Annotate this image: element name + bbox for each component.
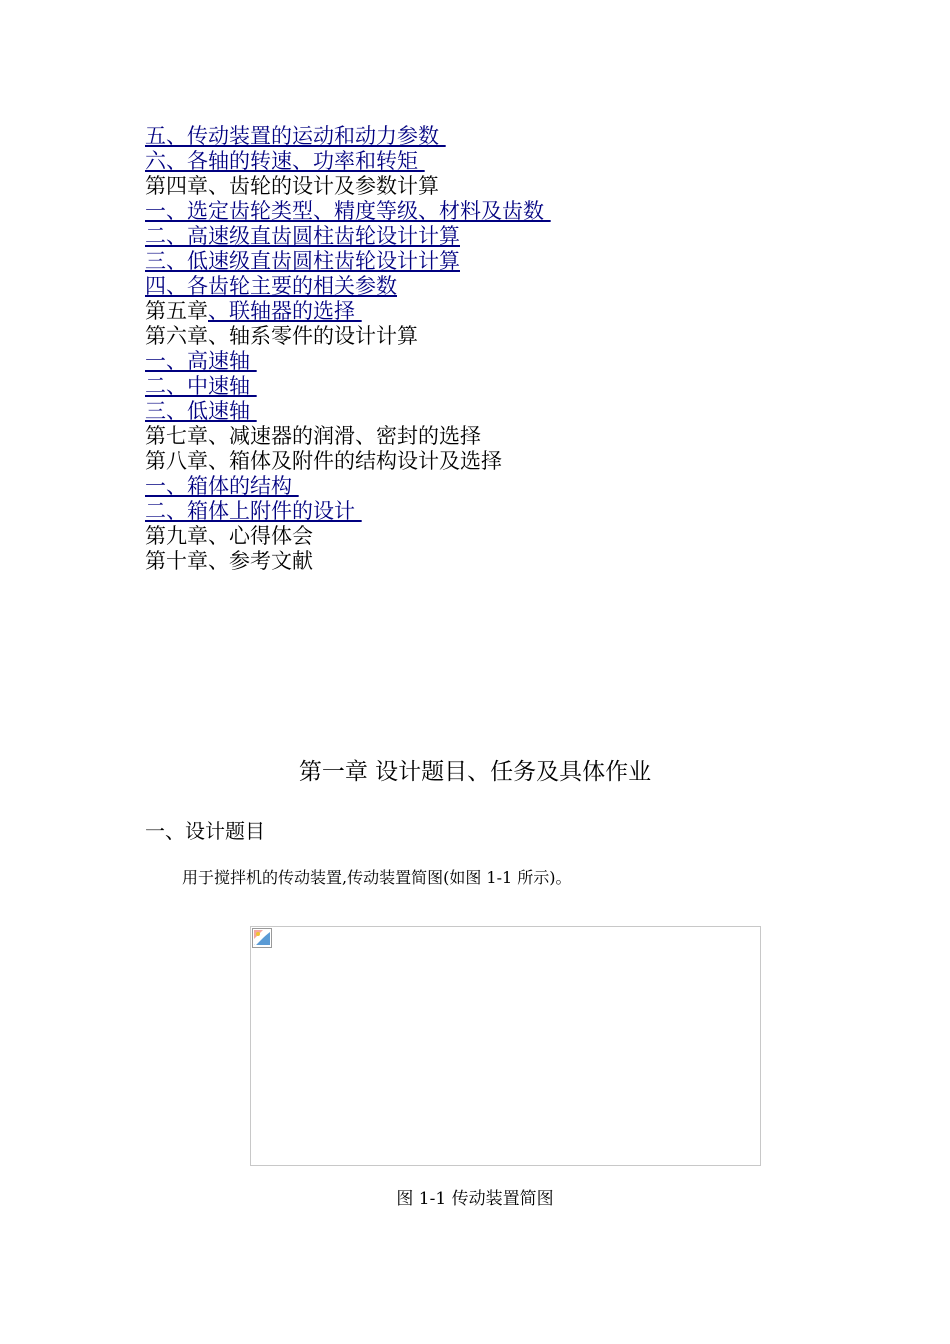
toc-heading-text: 第四章、齿轮的设计及参数计算 (145, 174, 439, 198)
toc-heading-text: 第六章、轴系零件的设计计算 (145, 324, 418, 348)
toc-link-item[interactable] (145, 199, 705, 224)
toc-heading-text: 第七章、减速器的润滑、密封的选择 (145, 424, 481, 448)
toc-link-item[interactable] (145, 149, 705, 174)
toc-link-text[interactable]: 二、箱体上附件的设计 (145, 499, 367, 523)
toc-link-text[interactable]: 三、低速轴 (145, 399, 274, 423)
toc-link-item[interactable] (145, 124, 705, 149)
toc-heading-text: 第十章、参考文献 (145, 549, 313, 573)
broken-image-icon (252, 928, 272, 948)
toc-link-text[interactable]: 一、高速轴 (145, 349, 274, 373)
toc-link-item[interactable] (145, 399, 705, 424)
body-paragraph: 用于搅拌机的传动装置,传动装置简图(如图 1-1 所示)。 (182, 868, 572, 887)
toc-link-underline-pad[interactable] (355, 499, 367, 524)
section-title: 一、设计题目 (145, 819, 265, 843)
toc-link-item[interactable] (145, 349, 705, 374)
toc-link-text[interactable]: 一、选定齿轮类型、精度等级、材料及齿数 (145, 199, 556, 223)
toc-link-item[interactable] (145, 299, 705, 324)
toc-chapter-heading (145, 424, 705, 449)
toc-link-text[interactable]: 六、各轴的转速、功率和转矩 (145, 149, 430, 173)
figure-image-placeholder (250, 926, 761, 1166)
table-of-contents (145, 124, 705, 574)
toc-link-underline-pad[interactable] (250, 399, 274, 424)
toc-item-prefix: 第五章 (145, 299, 208, 323)
toc-link-text[interactable]: 、联轴器的选择 (208, 299, 383, 323)
toc-chapter-heading (145, 174, 705, 199)
toc-link-text[interactable]: 四、各齿轮主要的相关参数 (145, 274, 397, 298)
toc-link-underline-pad[interactable] (355, 299, 383, 324)
toc-link-item[interactable] (145, 224, 705, 249)
toc-link-underline-pad[interactable] (439, 124, 463, 149)
toc-heading-text: 第九章、心得体会 (145, 524, 313, 548)
toc-link-text[interactable]: 五、传动装置的运动和动力参数 (145, 124, 463, 148)
chapter-title: 第一章 设计题目、任务及具体作业 (298, 759, 652, 785)
toc-link-item[interactable] (145, 474, 705, 499)
toc-heading-text: 第八章、箱体及附件的结构设计及选择 (145, 449, 502, 473)
toc-link-underline-pad[interactable] (250, 349, 274, 374)
toc-link-text[interactable]: 二、中速轴 (145, 374, 274, 398)
toc-link-text[interactable]: 三、低速级直齿圆柱齿轮设计计算 (145, 249, 460, 273)
toc-link-underline-pad[interactable] (418, 149, 430, 174)
toc-link-item[interactable] (145, 374, 705, 399)
toc-link-text[interactable]: 二、高速级直齿圆柱齿轮设计计算 (145, 224, 460, 248)
toc-link-underline-pad[interactable] (292, 474, 304, 499)
toc-link-underline-pad[interactable] (250, 374, 274, 399)
toc-link-underline-pad[interactable] (544, 199, 556, 224)
figure-caption: 图 1-1 传动装置简图 (396, 1189, 554, 1209)
toc-chapter-heading (145, 449, 705, 474)
toc-link-item[interactable] (145, 274, 705, 299)
toc-chapter-heading (145, 324, 705, 349)
toc-link-item[interactable] (145, 499, 705, 524)
toc-chapter-heading (145, 524, 705, 549)
toc-link-item[interactable] (145, 249, 705, 274)
toc-link-text[interactable]: 一、箱体的结构 (145, 474, 304, 498)
toc-chapter-heading (145, 549, 705, 574)
